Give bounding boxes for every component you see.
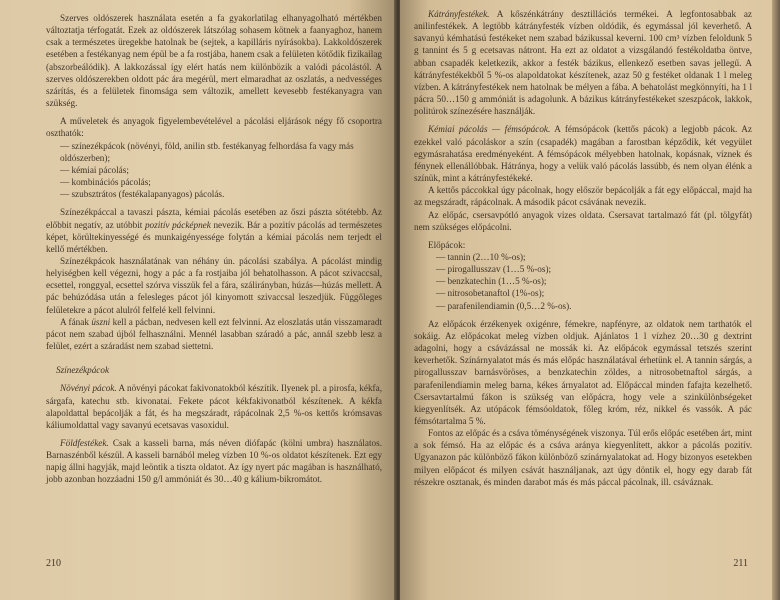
list-item: — kombinációs pácolás; [60,177,151,188]
emphasis: Földfestékek. [60,438,109,448]
book-edge [772,0,780,600]
list-item: — kémiai pácolás; [60,164,129,175]
page-number: 211 [733,557,748,569]
paragraph [414,123,752,184]
list-item: — nitrosobetanaftol (1%-os); [436,288,545,299]
list-item: — parafenilendiamin (0,5…2 %-os). [436,300,572,311]
list-item: — színezékpácok (növényi, föld, anilin stb. festékanyag felhordása fa vagy más oldószerben); [60,140,354,163]
paragraph [414,8,752,117]
paragraph [46,437,382,486]
list-item: — tannin (2…10 %-os); [436,251,526,262]
emphasis: Kátrányfestékek. [428,9,490,19]
list-title: Előpácok: [428,239,466,250]
paragraph: Színezékpácok használatának van néhány ún. pácolási szabálya. A pácolást mindig helyiségben kell végezni, hogy a pác a fa rostjaiba jól behatolhasson. A pácot szivaccsal, ecsettel, ronggyal, ecsettel szórva visszük fel a fára, szálirányban, húzás—húzás mellett. A pác behúzódása után a felesleges pácot jól kinyomott szivaccsal leszedjük. Függőleges felületekre a pácot alulról felfelé kell felvinni. [46,255,382,315]
page-number: 210 [46,557,61,569]
paragraph [46,382,382,431]
text-run: A fának [60,316,92,327]
list-item: — benzkatechin (1…5 %-os); [436,276,547,287]
emphasis: pozitív pácképnek [144,219,211,230]
list-item: — szubsztrátos (festékalapanyagos) pácolás. [60,189,225,200]
right-page [400,0,772,600]
text-run: Színezékpáccal a tavaszi pászta, kémiai pácolás esetében az őszi pászta sötétebb. Az előbbit negatív, az utóbbit [46,207,382,230]
paragraph [46,206,382,255]
text-run: A fémsópácok (kettős pácok) a legjobb pácok. Az ezekkel való pácoláskor a szín (csapadék) magában a farostban képződik, két vegyület egymásrahatása eredményeként. A fémsópácok mélyebben hatolnak, kopásnak, víznek és fénynek ellenállóbbak. Hátránya, hogy a velük való pácolás lassúbb, és nem olyan élénk a színük, mint a kátrányfestékeké. [414,124,752,184]
text-run: A kőszénkátrány desztillációs termékei. A legfontosabbak az anilinfestékek. A legtöbb kátrányfesték vízben oldódik, és egymással jól keverhető. A savanyú kémhatású festékeket nem szabad bázikussal keverni. 100 cm³ vízben feloldunk 5 g tannint és 5 g ecetsavas nátront. Ha ezt az oldatot a vizsgálandó festékoldatba öntve, abban csapadék keletkezik, akkor a festék bázikus, ellenkező esetben savas jellegű. A kátrányfestékekből 5 %-os alapoldatokat készítenek, azaz 50 g festéket oldanak 1 l meleg vízben. A kátrányfestékek nem hatolnak be mélyen a fába. A behatolást megkönnyíti, ha 1 l pácra 50…150 g ammóniát is adagolunk. A bázikus kátrányfestékeket szeszpácok, lakkok, politúrok színezésére használják. [414,9,752,117]
paragraph [46,316,382,352]
paragraph: A kettős páccokkal úgy pácolnak, hogy először bepácolják a fát egy előpáccal, majd ha az megszáradt, rápácolnak. A második pácot csávának nevezik. [414,185,752,208]
text-run: A növényi pácokat fakivonatokból készítik. Ilyenek pl. a pirosfa, kékfa, sárgafa, katechu stb. kivonatai. Fekete pácot kékfakivonatból készítenek. A kékfa alapoldattal bepácolják a fát, és ha megszáradt, rápácolnak 2,5 %-os kettős krómsavas káliumoldattal vagy savanyú ecetsavas vasoxidul. [46,383,382,430]
paragraph: Az előpác, csersavpótló anyagok vizes oldata. Csersavat tartalmazó fát (pl. tölgyfát) nem szükséges előpácolni. [414,209,752,232]
paragraph: Fontos az előpác és a csáva töménységének viszonya. Túl erős előpác esetében árt, mint a sok fémsó. Ha az előpác és a csáva aránya kiegyenlített, akkor a pácolás pozitív. Ugyanazon pác különböző fákon különböző színárnyalatokat ad. Hogy bizonyos esetekben milyen előpácot és milyen csávát használjanak, azt úgy döntik el, hogy egy darab fát részekre osztanak, és minden darabot más és más páccal pácolnak, ill. csáváznak. [414,428,752,487]
text-run: nevezik. Bár a pozitív pácolás ad természetes képet, körültekinyességé és munkaigényessége folytán a kémiai pácolás nem terjedt el kellő mértékben. [46,219,383,254]
paragraph: A műveletek és anyagok figyelembevételével a pácolási eljárások négy fő csoportra oszthatók: [46,116,382,139]
paragraph: Az előpácok érzékenyek oxigénre, fémekre, napfényre, az oldatok nem tarthatók el sokáig. Az előpácokat meleg vízben oldjuk. Ajánlatos 1 l vízhez 20…30 g dextrint adagolni, hogy a csávázással ne mossák ki. Az előpácok egymással tetszés szerint keverhetők. Színárnyalatot más és más előpác használatával érhetünk el. A tannin sárgás, a pirogallusszav barnásvöröses, a benzkatechin zöldes, a nitrosobetnaftol sárgás, a parafenilendiamin meleg barna, kékes árnyalatot ad. Előpáccal minden fafajta kezelhető. Csersavtartalmú fákon is szükség van előpácra, hogy vele a szinkülönbségeket kiegyenlítsék. Az utópácok fémsóoldatok, főleg króm, réz, nikkel és vassók. A pác fémsótartalma 5 %. [414,318,752,426]
text-run: Csak a kasseli barna, más néven diófapác (kölni umbra) használatos. Barnaszénből készül. A kasseli barnából meleg vízben 10 %-os oldatot készítenek. Ezt egy napig állni hagyják, majd leöntik a tiszta oldatot. Az így nyert pác magában is használható, jobb azonban hozzáadni 150 g/l ammóniát és 30…40 g kálium-bikromátot. [46,438,382,485]
emphasis: üszni [91,316,111,327]
emphasis: Növényi pácok. [60,383,117,394]
emphasis: Kémiai pácolás — fémsópácok. [428,124,551,135]
text-run: kell a pácban, nedvesen kell ezt felvinni. Az eloszlatás után visszamaradt pácot nem szabad újból felhasználni. Mennél lasabban száradó a pác, annál szebb lesz a felület, ezért a száradást nem szabad siettetni. [46,316,383,352]
list-item: — pirogallusszav (1…5 %-os); [436,264,552,275]
paragraph: Szerves oldószerek használata esetén a fa gyakorlatilag elhanyagolható mértékben változtatja térfogatát. Ezek az oldószerek látszólag sohasem kötnek a faanyaghoz, hanem csak a természetes üregekbe hatolnak be (sejtek, a kapilláris nyírásokba). Lakkoldószerek esetében a festékanyag nem épül be a fa rostjába, hanem csak a felületen kötődik fizikailag (abszorbeálódik). A lakkozással így elért hatás nem különbözik a valódi pácolástól. A szerves oldószerekben oldott pác ára megérül, mert elmaradhat az oszlatás, a nedvességes szárítás, és a felületek finomsága sem változik, amellett kevesebb festékanyagra van szükség. [46,13,382,109]
section-heading: Színezékpácok [56,365,110,376]
